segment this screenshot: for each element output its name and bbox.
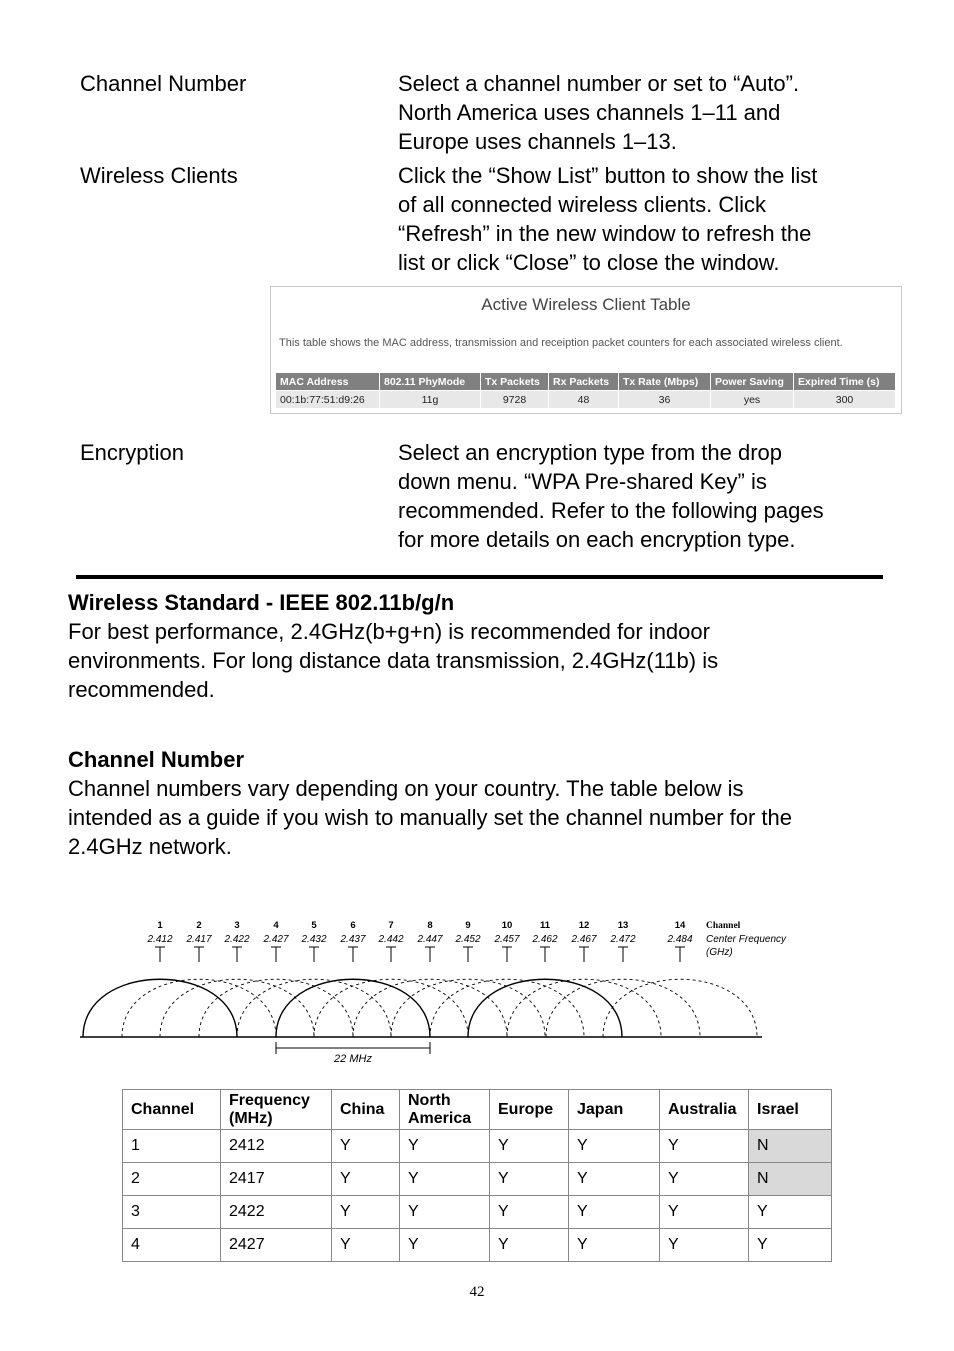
channel-overlap-diagram — [0, 900, 954, 1070]
table-cell: Y — [569, 1130, 660, 1163]
col-header-text: Japan — [577, 1100, 624, 1118]
client-col-header: Tx Packets — [481, 373, 549, 391]
client-cell: 48 — [549, 391, 619, 409]
section-divider — [76, 575, 883, 579]
channel-center-marker — [194, 947, 204, 962]
channel-spectrum-arc — [546, 979, 700, 1037]
channel-center-marker — [271, 947, 281, 962]
desc-line: “Refresh” in the new window to refresh the — [398, 221, 812, 246]
table-cell: 2412 — [221, 1130, 332, 1163]
col-header-text: Israel — [757, 1100, 799, 1118]
setting-channel-number-desc — [398, 69, 799, 156]
legend-frequency-unit: (GHz) — [706, 947, 733, 958]
bandwidth-label: 22 MHz — [334, 1053, 372, 1065]
channel-number-label: 2 — [196, 920, 202, 931]
table-row — [276, 391, 896, 409]
channel-center-marker — [425, 947, 435, 962]
table-cell: Y — [660, 1130, 749, 1163]
col-header — [400, 1090, 490, 1130]
table-cell: Y — [569, 1196, 660, 1229]
table-cell: 2 — [123, 1163, 221, 1196]
channel-number-section — [68, 745, 792, 861]
page-number: 42 — [469, 1284, 485, 1300]
table-cell: Y — [749, 1229, 832, 1262]
client-cell: 36 — [619, 391, 711, 409]
center-frequency-label: 2.467 — [571, 934, 597, 945]
setting-term: Wireless Clients — [80, 163, 238, 188]
table-cell: Y — [400, 1196, 490, 1229]
table-cell: Y — [490, 1196, 569, 1229]
center-frequency-label: 2.472 — [610, 934, 636, 945]
table-cell: Y — [749, 1196, 832, 1229]
channel-number-label: 4 — [273, 920, 279, 931]
center-frequency-label: 2.484 — [667, 934, 693, 945]
channel-number-label: 10 — [501, 920, 513, 931]
col-header-text: America — [408, 1109, 472, 1127]
client-cell: yes — [711, 391, 794, 409]
col-header — [569, 1090, 660, 1130]
center-frequency-label: 2.412 — [147, 934, 173, 945]
channel-center-marker — [348, 947, 358, 962]
col-header-text: North — [408, 1091, 451, 1109]
active-client-table-screenshot — [270, 286, 902, 414]
table-cell: 1 — [123, 1130, 221, 1163]
col-header — [221, 1090, 332, 1130]
channel-spectrum-arc — [468, 979, 622, 1037]
client-col-header: Power Saving — [711, 373, 794, 391]
channel-number-label: 6 — [350, 920, 356, 931]
table-cell: Y — [490, 1229, 569, 1262]
channel-number-label: 11 — [539, 920, 551, 931]
client-cell: 11g — [380, 391, 481, 409]
table-cell: Y — [332, 1229, 400, 1262]
table-cell: Y — [660, 1229, 749, 1262]
table-cell: Y — [332, 1163, 400, 1196]
channel-availability-table — [122, 1089, 832, 1262]
col-header — [490, 1090, 569, 1130]
body-line: 2.4GHz network. — [68, 834, 232, 859]
client-table-description: This table shows the MAC address, transmission and receiption packet counters for each associated wireless client. — [279, 337, 843, 349]
legend-frequency: Center Frequency — [706, 934, 787, 945]
col-header-text: Australia — [668, 1100, 737, 1118]
setting-term: Channel Number — [80, 71, 247, 96]
client-table — [275, 372, 896, 409]
desc-line: down menu. “WPA Pre-shared Key” is — [398, 469, 767, 494]
setting-wireless-clients — [80, 161, 238, 190]
table-cell: Y — [332, 1196, 400, 1229]
channel-number-label: 5 — [311, 920, 317, 931]
table-cell: Y — [332, 1130, 400, 1163]
table-cell: Y — [490, 1163, 569, 1196]
desc-line: Click the “Show List” button to show the list — [398, 163, 818, 188]
col-header-text: China — [340, 1100, 385, 1118]
center-frequency-label: 2.447 — [417, 934, 443, 945]
center-frequency-label: 2.457 — [494, 934, 520, 945]
client-cell: 300 — [794, 391, 896, 409]
center-frequency-label: 2.422 — [224, 934, 250, 945]
desc-line: Europe uses channels 1–13. — [398, 129, 677, 154]
client-col-header: MAC Address — [276, 373, 380, 391]
channel-center-marker — [232, 947, 242, 962]
desc-line: North America uses channels 1–11 and — [398, 100, 781, 125]
body-line: intended as a guide if you wish to manually set the channel number for the — [68, 805, 793, 830]
center-frequency-label: 2.427 — [263, 934, 289, 945]
channel-spectrum-arc — [83, 979, 237, 1037]
table-cell: Y — [400, 1163, 490, 1196]
body-line: Channel numbers vary depending on your country. The table below is — [68, 776, 744, 801]
desc-line: Select an encryption type from the drop — [398, 440, 782, 465]
channel-number-label: 13 — [617, 920, 629, 931]
channel-spectrum-arc — [507, 979, 661, 1037]
table-cell: Y — [569, 1163, 660, 1196]
table-cell: N — [749, 1130, 832, 1163]
channel-center-marker — [579, 947, 589, 962]
col-header-text: (MHz) — [229, 1109, 273, 1127]
channel-spectrum-arc — [237, 979, 391, 1037]
channel-center-marker — [618, 947, 628, 962]
table-cell: N — [749, 1163, 832, 1196]
center-frequency-label: 2.452 — [455, 934, 481, 945]
body-line: For best performance, 2.4GHz(b+g+n) is recommended for indoor — [68, 619, 710, 644]
table-cell: Y — [490, 1130, 569, 1163]
table-cell: 3 — [123, 1196, 221, 1229]
client-col-header: 802.11 PhyMode — [380, 373, 481, 391]
setting-term: Encryption — [80, 440, 184, 465]
col-header — [660, 1090, 749, 1130]
setting-channel-number — [80, 69, 246, 98]
table-cell: Y — [660, 1196, 749, 1229]
channel-number-label: 14 — [674, 920, 686, 931]
center-frequency-label: 2.437 — [340, 934, 366, 945]
channel-number-label: 9 — [465, 920, 471, 931]
channel-center-marker — [675, 947, 685, 962]
table-row — [123, 1130, 832, 1163]
channel-number-label: 8 — [427, 920, 433, 931]
table-row — [123, 1229, 832, 1262]
channel-spectrum-arc — [430, 979, 584, 1037]
setting-encryption — [80, 438, 184, 467]
channel-center-marker — [309, 947, 319, 962]
center-frequency-label: 2.417 — [186, 934, 212, 945]
body-line: environments. For long distance data transmission, 2.4GHz(11b) is — [68, 648, 719, 673]
section-heading: Wireless Standard - IEEE 802.11b/g/n — [68, 590, 455, 615]
client-cell: 9728 — [481, 391, 549, 409]
channel-spectrum-arc — [276, 979, 430, 1037]
col-header-text: Frequency — [229, 1091, 310, 1109]
desc-line: for more details on each encryption type. — [398, 527, 796, 552]
client-col-header: Rx Packets — [549, 373, 619, 391]
desc-line: of all connected wireless clients. Click — [398, 192, 767, 217]
table-cell: Y — [400, 1229, 490, 1262]
setting-wireless-clients-desc — [398, 161, 817, 277]
table-row — [123, 1196, 832, 1229]
center-frequency-label: 2.462 — [532, 934, 558, 945]
client-col-header: Expired Time (s) — [794, 373, 896, 391]
col-header — [749, 1090, 832, 1130]
setting-encryption-desc — [398, 438, 824, 554]
center-frequency-label: 2.432 — [301, 934, 327, 945]
table-cell: Y — [400, 1130, 490, 1163]
channel-center-marker — [386, 947, 396, 962]
desc-line: recommended. Refer to the following pages — [398, 498, 824, 523]
body-line: recommended. — [68, 677, 215, 702]
table-cell: 4 — [123, 1229, 221, 1262]
col-header — [332, 1090, 400, 1130]
legend-channel: Channel — [706, 921, 741, 931]
table-cell: 2427 — [221, 1229, 332, 1262]
client-col-header: Tx Rate (Mbps) — [619, 373, 711, 391]
section-heading: Channel Number — [68, 747, 245, 772]
desc-line: list or click “Close” to close the window. — [398, 250, 780, 275]
channel-number-label: 7 — [388, 920, 394, 931]
channel-center-marker — [463, 947, 473, 962]
table-cell: 2417 — [221, 1163, 332, 1196]
channel-number-label: 3 — [234, 920, 240, 931]
channel-spectrum-arc — [314, 979, 468, 1037]
channel-number-label: 12 — [578, 920, 590, 931]
channel-spectrum-arc — [122, 979, 276, 1037]
table-cell: 2422 — [221, 1196, 332, 1229]
center-frequency-label: 2.442 — [378, 934, 404, 945]
client-cell: 00:1b:77:51:d9:26 — [276, 391, 380, 409]
col-header-text: Channel — [131, 1100, 195, 1118]
col-header — [123, 1090, 221, 1130]
table-cell: Y — [660, 1163, 749, 1196]
channel-center-marker — [502, 947, 512, 962]
col-header-text: Europe — [498, 1100, 554, 1118]
table-cell: Y — [569, 1229, 660, 1262]
client-table-title: Active Wireless Client Table — [481, 295, 691, 314]
desc-line: Select a channel number or set to “Auto”. — [398, 71, 800, 96]
channel-center-marker — [155, 947, 165, 962]
channel-center-marker — [540, 947, 550, 962]
channel-number-label: 1 — [157, 920, 163, 931]
table-row — [123, 1163, 832, 1196]
wireless-standard-section — [68, 588, 718, 704]
